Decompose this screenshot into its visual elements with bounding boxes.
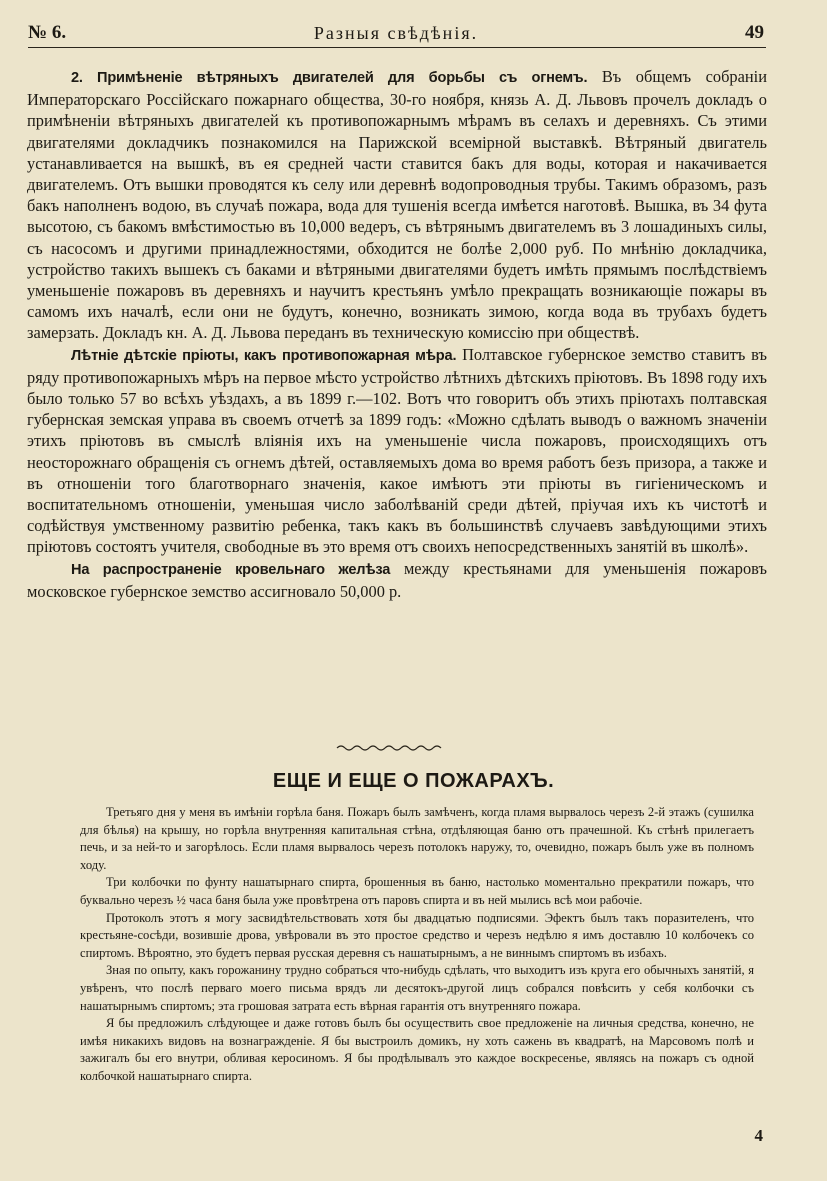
article-paragraph: Третьяго дня у меня въ имѣніи горѣла баня. Пожаръ былъ замѣченъ, когда пламя вырвалось черезъ 2-й этажъ (сушилка для бѣлья) на крышу, но горѣла внутренняя капитальная стѣна, отдѣляющая баню отъ прачешной. Къ стѣнѣ прилегаетъ печь, и за ней-то и загорѣлось. Если пламя вырвалось черезъ потолокъ наружу, то, очевидно, пожаръ былъ уже въ полномъ ходу. (80, 805, 754, 872)
news-section (27, 66, 767, 602)
section-title: Разныя свѣдѣнія. (313, 23, 479, 43)
news-item (27, 558, 767, 602)
header-page-number: 49 (745, 22, 764, 43)
header-rule (28, 47, 766, 48)
news-item-heading: На распространеніе кровельнаго желѣза (71, 561, 391, 578)
article-body (80, 804, 754, 1086)
issue-number: № 6. (28, 22, 67, 43)
running-header (28, 22, 764, 50)
news-item-text: Въ общемъ собраніи Императорскаго Россійскаго пожарнаго общества, 30-го ноября, князь А. Д. Львовъ прочелъ докладъ о примѣненіи вѣтряныхъ двигателей къ противопожарнымъ мѣрамъ въ селахъ и деревняхъ. Съ этими двигателями докладчикъ познакомился на Парижской всемірной выставкѣ. Вѣтряный двигатель устанавливается на вышкѣ, въ ея средней части ставится бакъ для воды, которая и накачивается двигателемъ. Отъ вышки проводятся къ селу или деревнѣ водопроводныя трубы. Такимъ образомъ, разъ бакъ наполненъ водою, въ случаѣ пожара, вода для тушенія всегда имѣется наготовѣ. Вышка, въ 34 фута высотою, съ бакомъ вмѣстимостью въ 10,000 ведеръ, съ вѣтрянымъ двигателемъ въ 3 лошадиныхъ силы, съ насосомъ и другими принадлежностями, обходится не болѣе 2,000 руб. По мнѣнію докладчика, устройство такихъ вышекъ съ баками и вѣтряными двигателями будетъ имѣть прямымъ послѣдствіемъ уменьшеніе пожаровъ въ деревняхъ и научитъ крестьянъ умѣло прекращать возникающіе пожары въ самомъ ихъ началѣ, если они не будутъ, конечно, возникать зимою, когда вода въ трубахъ будетъ замерзать. Докладъ кн. А. Д. Львова переданъ въ техническую комиссію при обществѣ. (27, 67, 767, 343)
news-item-heading: 2. Примѣненіе вѣтряныхъ двигателей для борьбы съ огнемъ. (71, 70, 588, 86)
article-title: ЕЩЕ И ЕЩЕ О ПОЖАРАХЪ. (272, 770, 555, 792)
article-paragraph: Зная по опыту, какъ горожанину трудно собраться что-нибудь сдѣлать, что выходитъ изъ круга его обычныхъ занятій, я увѣренъ, что послѣ перваго моего письма врядъ ли десятокъ-другой лицъ собрался повѣсить у себя колбочки съ нашатырнымъ спиртомъ; эта грошовая затрата есть вѣрная гарантія отъ внутренняго пожара. (80, 963, 754, 1013)
news-item (27, 66, 767, 344)
article-paragraph: Три колбочки по фунту нашатырнаго спирта, брошенныя въ баню, настолько моментально прекратили пожаръ, что буквально черезъ ½ часа баня была уже провѣтрена отъ паровъ спирта и въ ней мылись всѣ мои рабочіе. (80, 875, 754, 907)
wavy-divider-ornament (335, 741, 443, 755)
news-item-heading: Лѣтніе дѣтскіе пріюты, какъ противопожарная мѣра. (71, 347, 457, 364)
article-paragraph: Я бы предложилъ слѣдующее и даже готовъ былъ бы осуществить свое предложеніе на личныя средства, конечно, не имѣя никакихъ видовъ на вознагражденіе. Я бы выстроилъ домикъ, ну хоть сажень въ квадратѣ, на Марсовомъ полѣ и зажигалъ бы его внутри, обливая керосиномъ. Я бы продѣлывалъ это каждое воскресенье, являясь на пожаръ съ одной колбочкой нашатырнаго спирта. (80, 1016, 754, 1083)
news-item-text: между крестьянами для уменьшенія пожаровъ московское губернское земство ассигновало 50,000 р. (27, 558, 767, 601)
footer-page-number: 4 (754, 1126, 763, 1145)
article-paragraph: Протоколъ этотъ я могу засвидѣтельствовать хотя бы двадцатью подписями. Эфектъ былъ такъ поразителенъ, что крестьяне-сосѣди, возившіе дрова, увѣровали въ это простое средство и черезъ недѣлю я имъ доставлю 10 колбочекъ со спиртомъ. Вѣроятно, это будетъ первая русская деревня съ нашатырнымъ, а не виннымъ спиртомъ въ избахъ. (80, 910, 754, 960)
news-item-text: Полтавское губернское земство ставитъ въ ряду противопожарныхъ мѣръ на первое мѣсто устройство лѣтнихъ дѣтскихъ пріютовъ. Въ 1898 году ихъ было только 57 во всѣхъ уѣздахъ, а въ 1899 г.—102. Вотъ что говоритъ объ этихъ пріютахъ полтавская губернская земская управа въ своемъ отчетѣ за 1899 годъ: «Можно сдѣлать выводъ о важномъ значеніи этихъ пріютовъ въ смыслѣ вліянія ихъ на уменьшеніе числа пожаровъ, происходящихъ отъ неосторожнаго обращенія съ огнемъ дѣтей, оставляемыхъ дома во время работъ безъ призора, а также и въ отношеніи того благотворнаго значенія, какое имѣютъ эти пріюты въ гигіеническомъ и воспитательномъ отношеніи, уменьшая число заболѣваній среди дѣтей, пріучая ихъ къ чистотѣ и содѣйствуя умственному развитію ребенка, такъ какъ въ большинствѣ случаевъ завѣдующими этихъ пріютовъ состоятъ учителя, свободные въ это время отъ своихъ непосредственныхъ занятій въ школѣ». (27, 344, 767, 557)
news-item (27, 344, 767, 558)
